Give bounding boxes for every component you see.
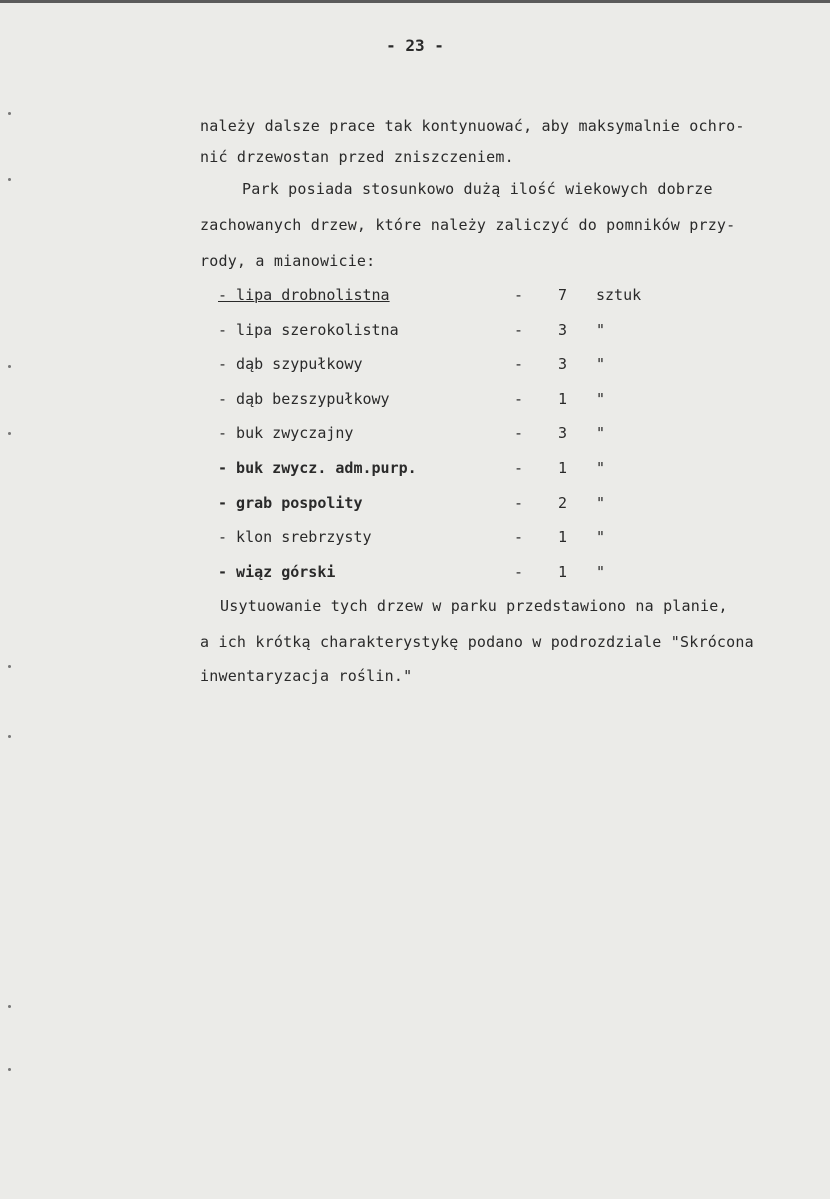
tree-quantity: 7	[558, 286, 568, 304]
tree-unit: "	[596, 459, 606, 477]
tree-quantity: 1	[558, 390, 568, 408]
tree-unit: sztuk	[596, 286, 642, 304]
tree-unit: "	[596, 390, 606, 408]
tree-unit: "	[596, 424, 606, 442]
tree-dash: -	[514, 321, 524, 339]
tree-name: - lipa drobnolistna	[218, 286, 390, 304]
tree-name: - lipa szerokolistna	[218, 321, 399, 339]
paragraph-line: nić drzewostan przed zniszczeniem.	[200, 148, 514, 166]
paragraph-line: Usytuowanie tych drzew w parku przedstawiono na planie,	[220, 597, 728, 615]
margin-speck	[8, 735, 11, 738]
tree-name: - dąb szypułkowy	[218, 355, 363, 373]
tree-name: - wiąz górski	[218, 563, 336, 581]
margin-speck	[8, 1005, 11, 1008]
tree-dash: -	[514, 424, 524, 442]
tree-dash: -	[514, 355, 524, 373]
paragraph-line: a ich krótką charakterystykę podano w podrozdziale "Skrócona	[200, 633, 754, 651]
paragraph-line: rody, a mianowicie:	[200, 252, 376, 270]
tree-dash: -	[514, 286, 524, 304]
tree-name: - klon srebrzysty	[218, 528, 372, 546]
tree-unit: "	[596, 355, 606, 373]
tree-quantity: 1	[558, 528, 568, 546]
paragraph-line: inwentaryzacja roślin."	[200, 667, 413, 685]
tree-name: - grab pospolity	[218, 494, 363, 512]
tree-unit: "	[596, 528, 606, 546]
tree-quantity: 3	[558, 355, 568, 373]
tree-quantity: 2	[558, 494, 568, 512]
tree-dash: -	[514, 563, 524, 581]
margin-speck	[8, 665, 11, 668]
tree-name: - buk zwycz. adm.purp.	[218, 459, 417, 477]
page-top-edge	[0, 0, 830, 3]
tree-quantity: 3	[558, 424, 568, 442]
tree-name: - buk zwyczajny	[218, 424, 354, 442]
tree-dash: -	[514, 494, 524, 512]
margin-speck	[8, 112, 11, 115]
tree-dash: -	[514, 459, 524, 477]
tree-unit: "	[596, 563, 606, 581]
tree-name: - dąb bezszypułkowy	[218, 390, 390, 408]
margin-speck	[8, 178, 11, 181]
tree-quantity: 3	[558, 321, 568, 339]
tree-unit: "	[596, 321, 606, 339]
margin-speck	[8, 365, 11, 368]
page-number: - 23 -	[386, 36, 444, 55]
tree-quantity: 1	[558, 459, 568, 477]
tree-dash: -	[514, 528, 524, 546]
tree-dash: -	[514, 390, 524, 408]
tree-quantity: 1	[558, 563, 568, 581]
paragraph-line: zachowanych drzew, które należy zaliczyć do pomników przy-	[200, 216, 736, 234]
tree-unit: "	[596, 494, 606, 512]
paragraph-line: należy dalsze prace tak kontynuować, aby maksymalnie ochro-	[200, 117, 745, 135]
paragraph-line: Park posiada stosunkowo dużą ilość wiekowych dobrze	[242, 180, 713, 198]
margin-speck	[8, 432, 11, 435]
margin-speck	[8, 1068, 11, 1071]
